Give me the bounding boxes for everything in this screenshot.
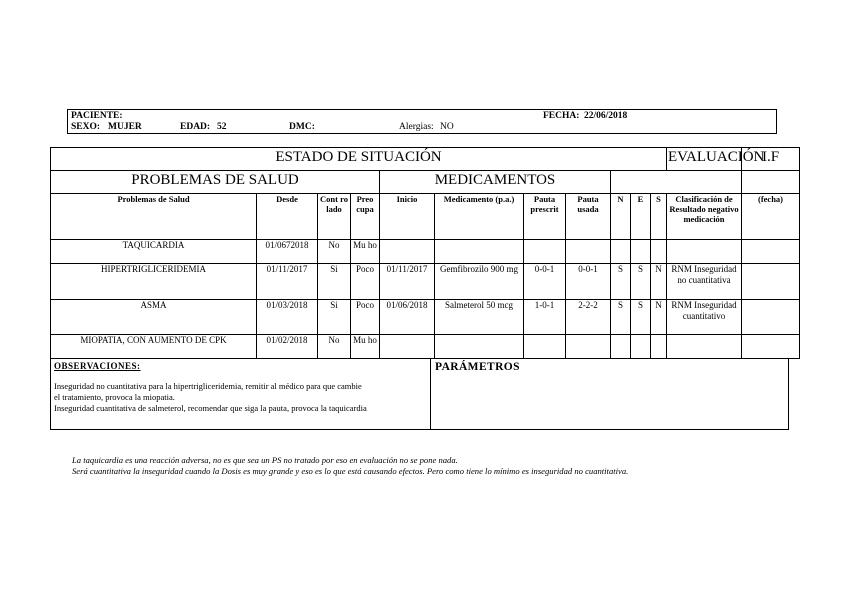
cell-fecha: [742, 335, 800, 359]
cell-e: [631, 240, 651, 264]
col-s: S: [651, 194, 667, 240]
patient-header: [67, 109, 777, 134]
sexo-value: MUJER: [108, 122, 142, 132]
cell-pauta-usada: [566, 240, 611, 264]
if-subheader-blank: [742, 171, 800, 194]
col-controlado: Cont ro lado: [318, 194, 351, 240]
cell-preocupa: Poco: [351, 264, 380, 300]
cell-preocupa: Mu ho: [351, 335, 380, 359]
cell-pauta-prescrita: 1-0-1: [524, 300, 566, 335]
col-inicio: Inicio: [380, 194, 435, 240]
cell-pauta-usada: 0-0-1: [566, 264, 611, 300]
dmc-label: DMC:: [289, 122, 315, 132]
table-row: [51, 240, 800, 264]
estado-title: ESTADO DE SITUACIÓN: [51, 148, 667, 171]
cell-e: [631, 335, 651, 359]
evaluacion-title: EVALUACIÓN: [667, 148, 742, 171]
col-preocupa: Preo cupa: [351, 194, 380, 240]
cell-pauta-usada: 2-2-2: [566, 300, 611, 335]
cell-medicamento: Gemfibrozilo 900 mg: [435, 264, 524, 300]
table-row: [51, 264, 800, 300]
cell-e: S: [631, 264, 651, 300]
cell-inicio: [380, 335, 435, 359]
col-pauta-usada: Pauta usada: [566, 194, 611, 240]
cell-desde: 01/0672018: [257, 240, 318, 264]
cell-pauta-prescrita: [524, 240, 566, 264]
cell-problema: ASMA: [51, 300, 257, 335]
evaluacion-subheader-blank: [611, 171, 742, 194]
col-n: N: [611, 194, 631, 240]
paciente-label: PACIENTE:: [71, 111, 123, 121]
note-line-1: La taquicardia es una reacción adversa, no es que sea un PS no tratado por eso en evaluación no se pone nada.: [72, 455, 458, 465]
cell-inicio: 01/06/2018: [380, 300, 435, 335]
cell-s: [651, 335, 667, 359]
cell-pauta-prescrita: [524, 335, 566, 359]
cell-preocupa: Poco: [351, 300, 380, 335]
cell-preocupa: Mu ho: [351, 240, 380, 264]
cell-controlado: No: [318, 240, 351, 264]
cell-desde: 01/02/2018: [257, 335, 318, 359]
col-problemas: Problemas de Salud: [51, 194, 257, 240]
col-pauta-prescrita: Pauta prescrit: [524, 194, 566, 240]
cell-s: N: [651, 300, 667, 335]
cell-clasificacion: RNM Inseguridad no cuantitativa: [667, 264, 742, 300]
fecha-label: FECHA:: [543, 111, 580, 121]
cell-n: S: [611, 300, 631, 335]
cell-fecha: [742, 240, 800, 264]
cell-clasificacion: RNM Inseguridad cuantitativo: [667, 300, 742, 335]
cell-n: [611, 335, 631, 359]
observaciones-line: el tratamiento, provoca la miopatia.: [54, 392, 175, 402]
table-row: [51, 335, 800, 359]
col-clasificacion: Clasificación de Resultado negativo medicación: [667, 194, 742, 240]
note-line-2: Será cuantitativa la inseguridad cuando la Dosis es muy grande y eso es lo que está causando efectos. Pero como tiene lo mínimo es inseguridad no cuantitativa.: [72, 466, 629, 476]
if-title: I.F: [742, 148, 800, 171]
cell-s: [651, 240, 667, 264]
col-fecha: (fecha): [742, 194, 800, 240]
col-e: E: [631, 194, 651, 240]
edad-label: EDAD:: [180, 122, 211, 132]
alergias-label: Alergias:: [399, 122, 434, 132]
situation-table: [50, 147, 800, 359]
cell-s: N: [651, 264, 667, 300]
cell-desde: 01/11/2017: [257, 264, 318, 300]
sexo-label: SEXO:: [71, 122, 101, 132]
col-desde: Desde: [257, 194, 318, 240]
cell-controlado: Si: [318, 300, 351, 335]
cell-clasificacion: [667, 335, 742, 359]
observaciones-title: OBSERVACIONES:: [54, 361, 141, 371]
cell-clasificacion: [667, 240, 742, 264]
edad-value: 52: [217, 122, 227, 132]
cell-medicamento: Salmeterol 50 mcg: [435, 300, 524, 335]
observaciones-box: [50, 358, 431, 430]
cell-inicio: 01/11/2017: [380, 264, 435, 300]
cell-problema: TAQUICARDIA: [51, 240, 257, 264]
col-medicamento: Medicamento (p.a.): [435, 194, 524, 240]
cell-n: S: [611, 264, 631, 300]
cell-medicamento: [435, 335, 524, 359]
cell-controlado: Si: [318, 264, 351, 300]
cell-pauta-usada: [566, 335, 611, 359]
cell-fecha: [742, 300, 800, 335]
medicamentos-title: MEDICAMENTOS: [380, 171, 611, 194]
fecha-value: 22/06/2018: [584, 111, 628, 121]
alergias-value: NO: [440, 122, 454, 132]
parametros-box: [430, 358, 789, 430]
parametros-title: PARÁMETROS: [435, 361, 520, 373]
problemas-title: PROBLEMAS DE SALUD: [51, 171, 380, 194]
observaciones-line: Inseguridad no cuantitativa para la hipertrigliceridemia, remitir al médico para que cambie: [54, 381, 362, 391]
cell-medicamento: [435, 240, 524, 264]
cell-pauta-prescrita: 0-0-1: [524, 264, 566, 300]
cell-controlado: No: [318, 335, 351, 359]
cell-e: S: [631, 300, 651, 335]
observaciones-line: Inseguridad cuantitativa de salmeterol, recomendar que siga la pauta, provoca la taquicardia: [54, 403, 367, 413]
cell-fecha: [742, 264, 800, 300]
table-row: [51, 300, 800, 335]
cell-problema: HIPERTRIGLICERIDEMIA: [51, 264, 257, 300]
cell-inicio: [380, 240, 435, 264]
cell-n: [611, 240, 631, 264]
cell-desde: 01/03/2018: [257, 300, 318, 335]
cell-problema: MIOPATIA, CON AUMENTO DE CPK: [51, 335, 257, 359]
